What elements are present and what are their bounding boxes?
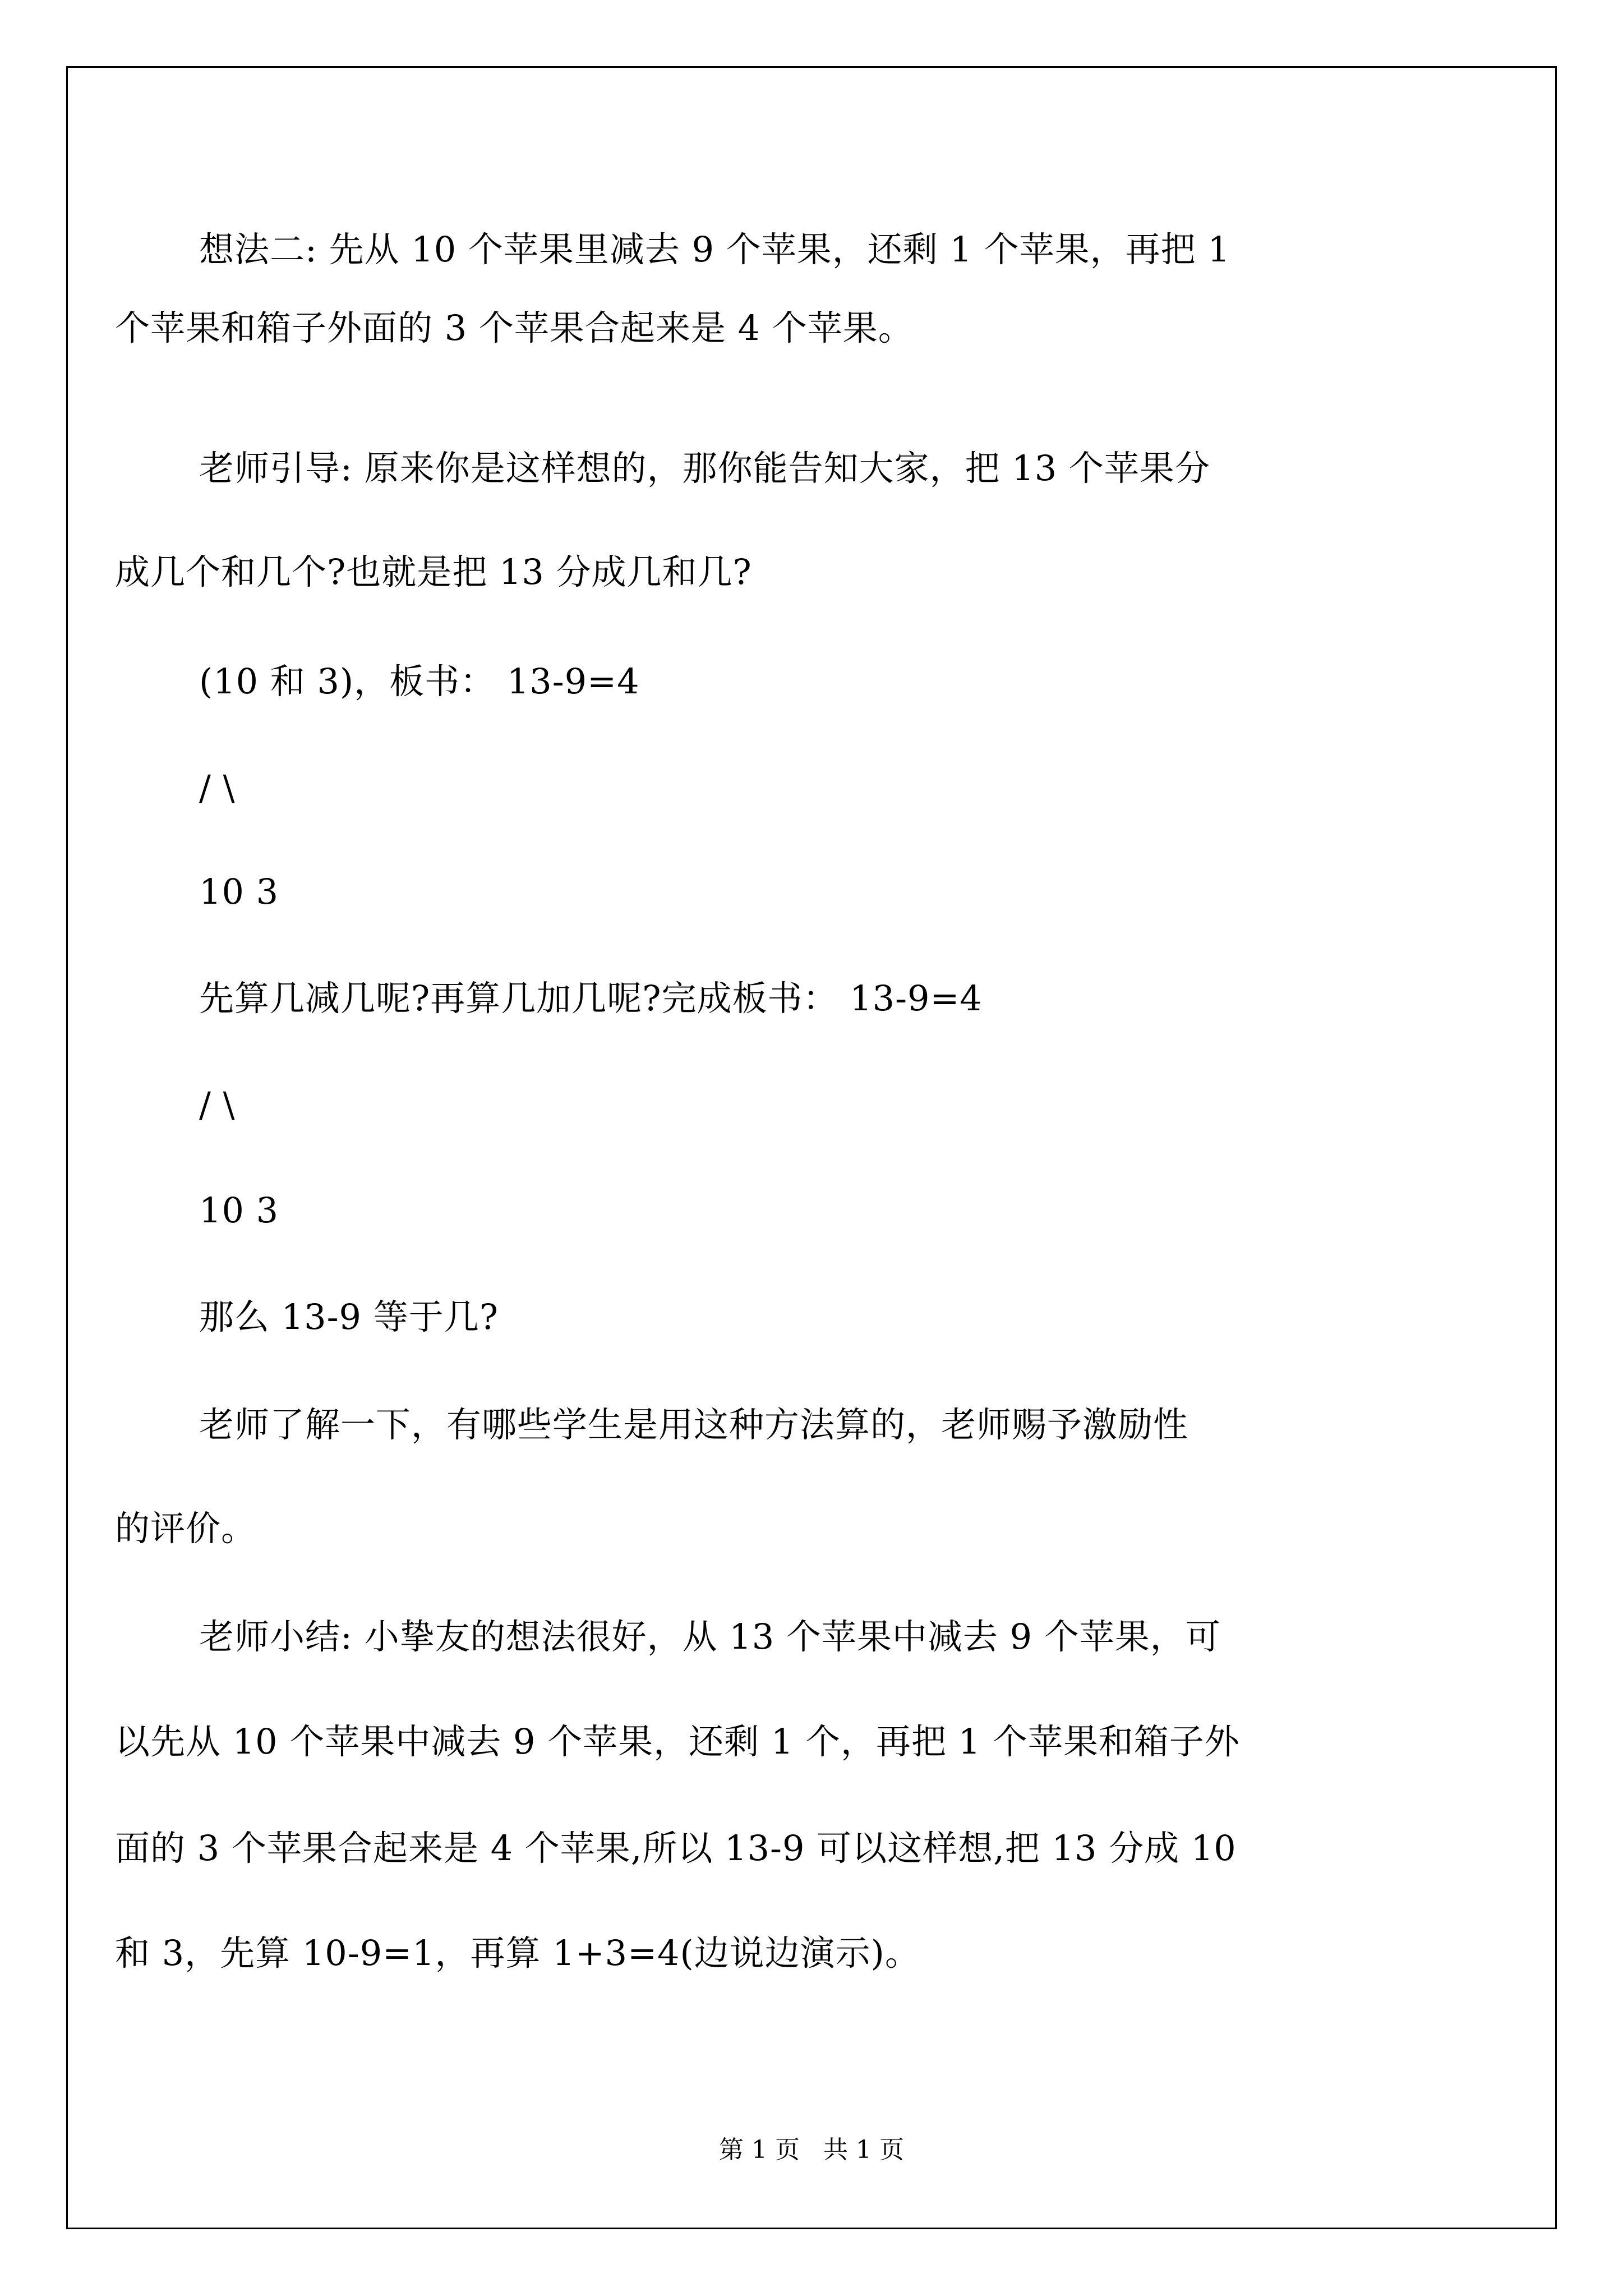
paragraph-line: 老师引导: 原来你是这样想的，那你能告知大家，把 13 个苹果分 xyxy=(199,448,1210,489)
paragraph-line: 10 3 xyxy=(199,1190,279,1231)
paragraph-line: 个苹果和箱子外面的 3 个苹果合起来是 4 个苹果。 xyxy=(115,307,914,348)
paragraph-line: 那么 13-9 等于几? xyxy=(199,1296,499,1337)
paragraph-line: 和 3，先算 10-9=1，再算 1+3=4(边说边演示)。 xyxy=(115,1932,920,1973)
paragraph-line: 以先从 10 个苹果中减去 9 个苹果，还剩 1 个，再把 1 个苹果和箱子外 xyxy=(115,1721,1240,1762)
paragraph-line: (10 和 3)，板书： 13-9=4 xyxy=(199,661,640,702)
paragraph-line: 面的 3 个苹果合起来是 4 个苹果,所以 13-9 可以这样想,把 13 分成 10 xyxy=(115,1828,1237,1869)
paragraph-line: 老师小结: 小挚友的想法很好，从 13 个苹果中减去 9 个苹果，可 xyxy=(199,1616,1221,1657)
paragraph-line: 先算几减几呢?再算几加几呢?完成板书： 13-9=4 xyxy=(199,978,983,1019)
paragraph-line: 10 3 xyxy=(199,871,279,912)
paragraph-line: 想法二: 先从 10 个苹果里减去 9 个苹果，还剩 1 个苹果，再把 1 xyxy=(199,229,1230,270)
page-number-footer: 第 1 页 共 1 页 xyxy=(719,2136,904,2164)
paragraph-line: 老师了解一下，有哪些学生是用这种方法算的，老师赐予激励性 xyxy=(199,1404,1189,1445)
paragraph-line: / \ xyxy=(199,767,236,808)
paragraph-line: 成几个和几个?也就是把 13 分成几和几? xyxy=(115,551,752,592)
paragraph-line: / \ xyxy=(199,1084,236,1125)
page-border xyxy=(66,66,1557,2229)
paragraph-line: 的评价。 xyxy=(115,1508,257,1549)
